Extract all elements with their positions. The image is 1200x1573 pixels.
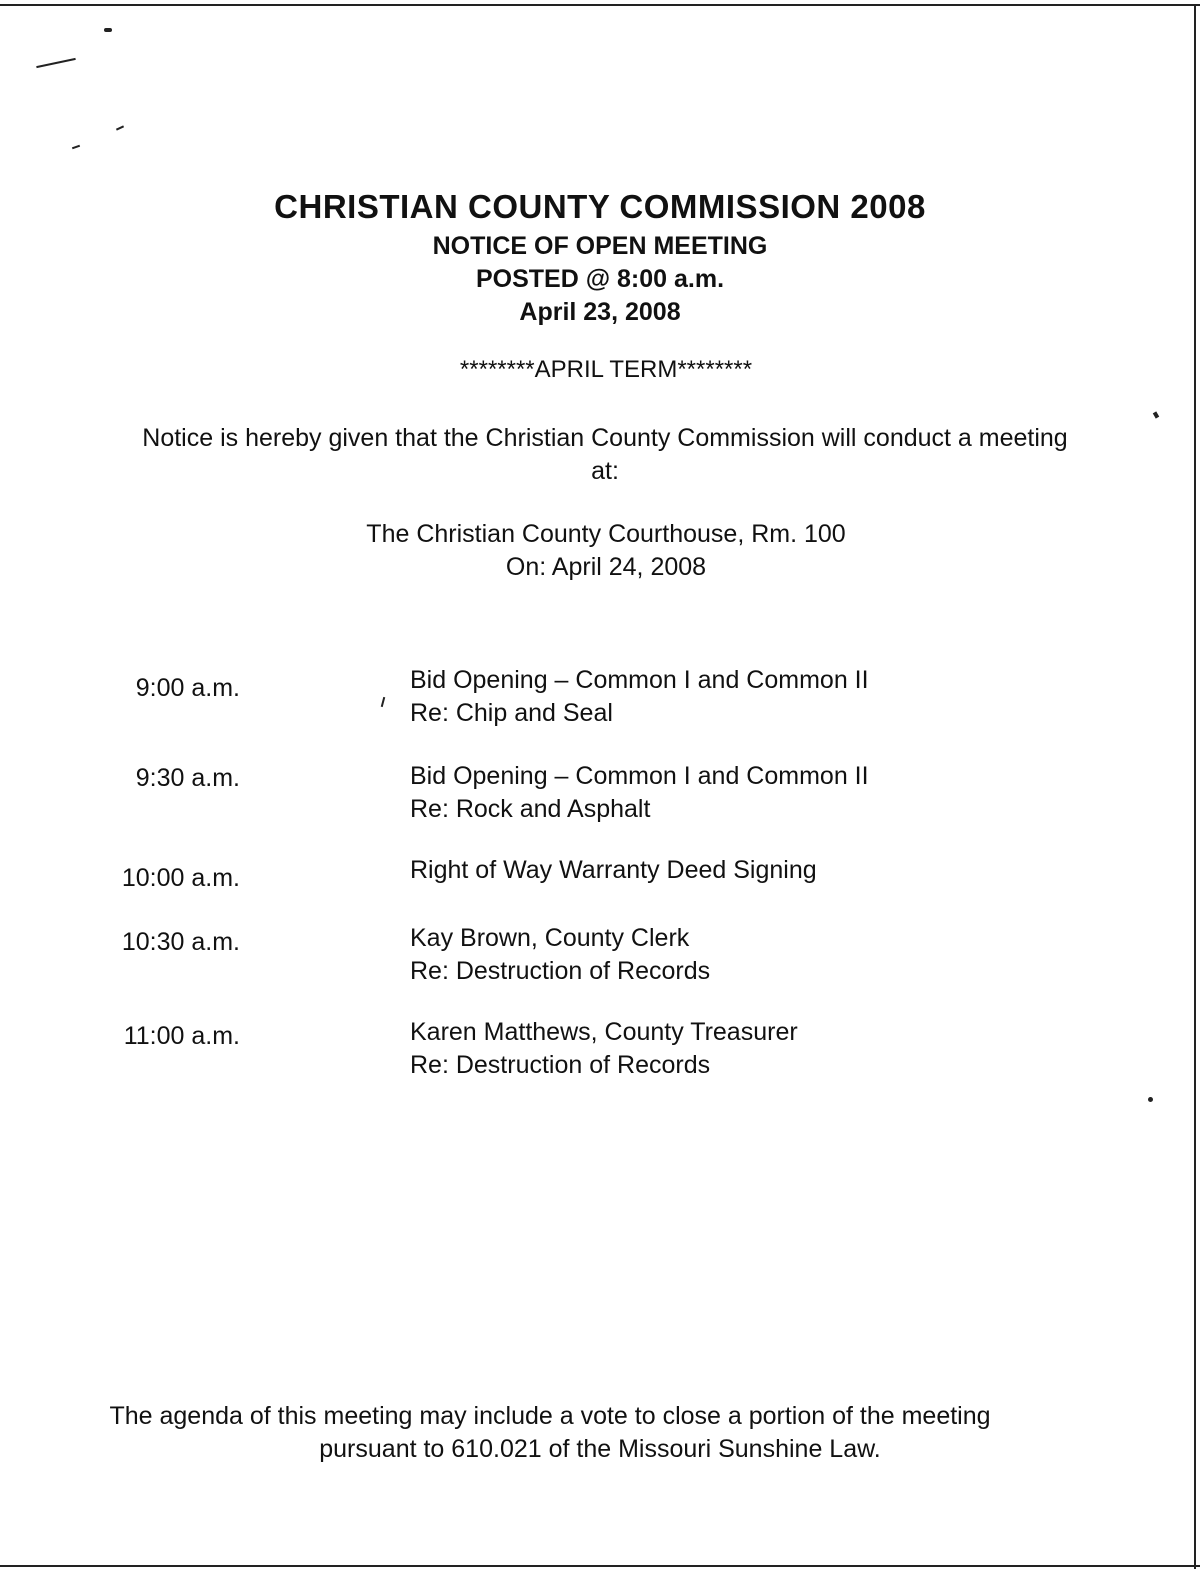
agenda-item-title: Bid Opening – Common I and Common II xyxy=(410,666,869,694)
agenda-time: 10:30 a.m. xyxy=(121,928,240,956)
agenda-item-regarding: Re: Rock and Asphalt xyxy=(410,795,651,823)
agenda-item-title: Right of Way Warranty Deed Signing xyxy=(410,856,817,884)
agenda-item-title: Karen Matthews, County Treasurer xyxy=(410,1018,798,1046)
document-title: CHRISTIAN COUNTY COMMISSION 2008 xyxy=(274,188,926,225)
notice-paragraph: Notice is hereby given that the Christian County Commission will conduct a meeting at: xyxy=(142,424,1068,485)
agenda-item xyxy=(410,922,710,988)
document-header xyxy=(0,188,1200,329)
agenda-item xyxy=(410,760,869,826)
scan-speck xyxy=(104,28,112,32)
agenda-item-title: Kay Brown, County Clerk xyxy=(410,924,690,952)
agenda-item-regarding: Re: Chip and Seal xyxy=(410,699,613,727)
scan-speck xyxy=(72,145,80,150)
sunshine-law-footer xyxy=(50,1400,1050,1466)
agenda-time: 11:00 a.m. xyxy=(123,1022,240,1050)
meeting-location xyxy=(0,518,1200,584)
scan-speck xyxy=(1153,411,1159,418)
page-border-bottom xyxy=(0,1565,1200,1567)
agenda-time: 9:00 a.m. xyxy=(135,674,240,702)
agenda-item-title: Bid Opening – Common I and Common II xyxy=(410,762,869,790)
footer-line-1: The agenda of this meeting may include a vote to close a portion of the meeting xyxy=(109,1402,991,1430)
agenda-item xyxy=(410,854,817,887)
term-heading: ********APRIL TERM******** xyxy=(459,356,753,383)
agenda-item xyxy=(410,664,869,730)
footer-line-2: pursuant to 610.021 of the Missouri Sunshine Law. xyxy=(319,1435,881,1463)
posted-time: POSTED @ 8:00 a.m. xyxy=(475,265,725,293)
location-date: On: April 24, 2008 xyxy=(505,553,707,581)
agenda-item-regarding: Re: Destruction of Records xyxy=(410,957,711,985)
notice-subtitle: NOTICE OF OPEN MEETING xyxy=(432,232,768,260)
scan-speck xyxy=(36,58,76,68)
agenda-item xyxy=(410,1016,798,1082)
scan-speck xyxy=(116,125,124,130)
agenda-item-regarding: Re: Destruction of Records xyxy=(410,1051,711,1079)
page-border-top xyxy=(0,4,1200,6)
agenda-time: 10:00 a.m. xyxy=(121,864,240,892)
scan-speck xyxy=(381,697,386,707)
agenda-time: 9:30 a.m. xyxy=(135,764,240,792)
posted-date: April 23, 2008 xyxy=(519,298,681,326)
scan-speck xyxy=(1148,1097,1153,1102)
location-place: The Christian County Courthouse, Rm. 100 xyxy=(366,520,846,548)
